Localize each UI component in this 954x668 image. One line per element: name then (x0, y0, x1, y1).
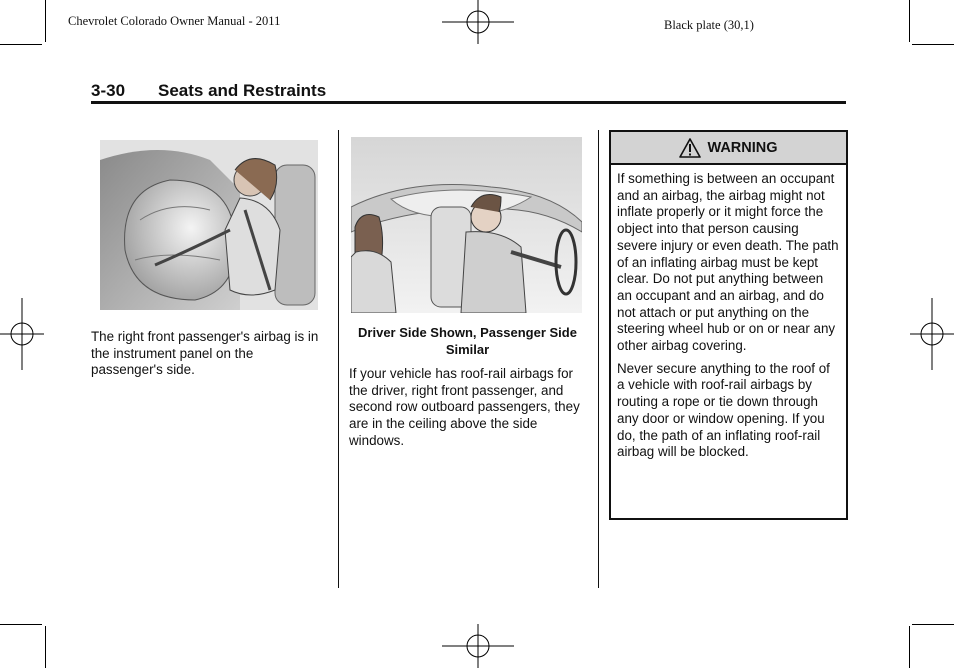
crop-mark (909, 626, 910, 668)
warning-paragraph: Never secure anything to the roof of a vehicle with roof-rail airbags by routing a rope or tie down through any door or window opening. If you do, the path of an inflating roof-rail airbag will be blocked. (617, 360, 830, 460)
header-rule (91, 101, 846, 104)
plate-label-right: Black plate (30,1) (664, 18, 754, 32)
crop-mark (912, 44, 954, 45)
warning-header (611, 132, 846, 165)
page-number: 3-30 (91, 81, 126, 100)
registration-mark-left (0, 298, 44, 370)
warning-paragraph: If something is between an occupant and an airbag, the airbag might not inflate properly or it might force the object into that person causing severe injury or even death. The path of an inflating airbag must be kept clear. Do not put anything between an occupant and an airbag, and do not attach or put anything on the steering wheel hub or on or near any other airbag covering. (617, 171, 839, 354)
registration-mark-bottom (442, 624, 514, 668)
front-airbag-illustration (100, 140, 318, 310)
column-divider (598, 130, 599, 588)
illustration-caption: Driver Side Shown, Passenger Side Similar (358, 325, 577, 357)
warning-box (609, 130, 848, 520)
section-title: Seats and Restraints (158, 81, 327, 100)
crop-mark (45, 626, 46, 668)
column1-text: The right front passenger's airbag is in the instrument panel on the passenger's side. (91, 329, 319, 378)
crop-mark (45, 0, 46, 42)
crop-mark (0, 624, 42, 625)
registration-mark-right (910, 298, 954, 370)
crop-mark (0, 44, 42, 45)
crop-mark (912, 624, 954, 625)
column-divider (338, 130, 339, 588)
warning-heading: WARNING (707, 139, 778, 156)
registration-mark-top (442, 0, 514, 44)
column2-text: If your vehicle has roof-rail airbags for the driver, right front passenger, and second row outboard passengers, they are in the ceiling above the side windows. (349, 366, 580, 448)
roof-rail-airbag-illustration (351, 137, 582, 313)
warning-body (611, 165, 846, 461)
warning-triangle-icon (679, 138, 701, 158)
plate-label-left: Chevrolet Colorado Owner Manual - 2011 (68, 14, 281, 28)
crop-mark (909, 0, 910, 42)
